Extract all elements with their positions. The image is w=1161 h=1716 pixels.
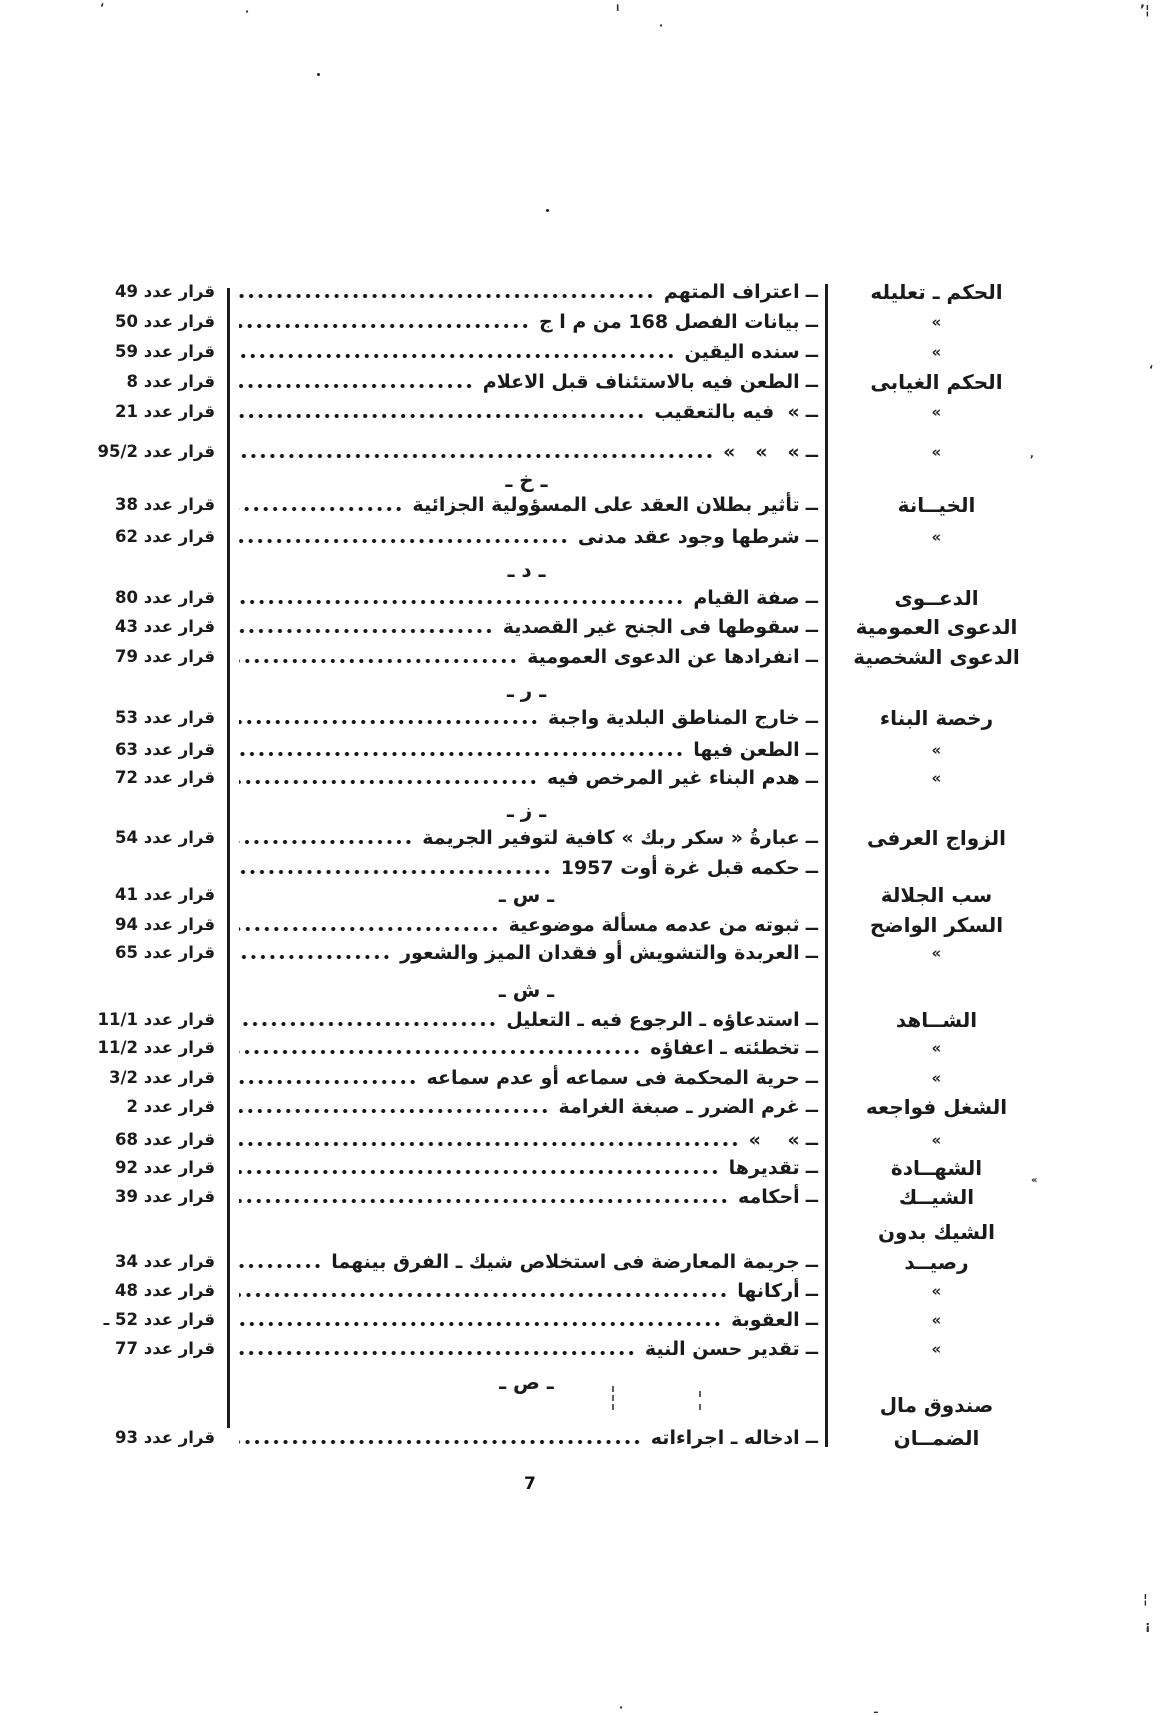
subject-heading: رصيــد [904,1250,969,1274]
entry-dash: ــ [805,827,818,848]
decision-number [60,795,229,825]
entry-text: » فيه بالتعقيب [654,401,800,423]
decision-number: قرار عدد 34 [115,1252,215,1271]
entry-text: » » [748,1129,800,1151]
decision-number: قرار عدد 38 [115,495,215,514]
subject-heading: الحكم الغيابى [870,370,1003,394]
index-row [60,735,1045,765]
dotted-leader [239,751,684,757]
dotted-leader [239,839,413,845]
entry-cell [229,795,828,825]
letter-separator: ـ د ـ [507,558,546,582]
entry-cell [229,938,828,968]
entry-dash: ــ [805,1037,818,1058]
entry-dash: ــ [805,1427,818,1448]
index-row [60,1153,1045,1183]
index-row [60,823,1045,853]
subject-heading: » [931,1131,942,1149]
subject-heading: » [931,1340,942,1358]
dotted-leader [239,658,518,664]
dotted-leader [239,926,500,932]
subject-heading: » [931,769,942,787]
subject-heading: السكر الواضح [869,913,1004,937]
subject-heading: رخصة البناء [879,706,994,730]
index-table [60,277,1045,1453]
entry-cell [229,1334,828,1364]
dotted-leader [239,453,714,459]
subject-heading: الشــاهد [895,1008,978,1032]
dotted-leader [239,1021,497,1027]
dotted-leader [239,383,474,389]
entry-dash: ــ [805,587,818,608]
entry-dash: ــ [805,311,818,332]
subject-heading: الشهــادة [890,1156,983,1180]
dotted-leader [239,413,645,419]
entry-cell [229,1063,828,1093]
entry-cell [229,853,828,883]
subject-heading: سب الجلالة [880,883,993,907]
entry-cell [229,1276,828,1306]
entry-dash: ــ [805,914,818,935]
entry-text: سقوطها فى الجنح غير القصدية [502,616,800,638]
decision-number: قرار عدد 65 [115,943,215,962]
scan-noise: ¦ʼ [1140,3,1150,18]
entry-text: هدم البناء غير المرخص فيه [547,767,800,789]
decision-number [60,853,229,883]
entry-text: تأثير بطلان العقد على المسؤولية الجزائية [412,494,800,516]
entry-cell [229,763,828,793]
subject-heading: الشغل فواجعه [865,1095,1008,1119]
index-row [60,522,1045,552]
entry-cell [229,277,828,307]
index-row [60,1247,1045,1277]
subject-heading: » [931,944,942,962]
entry-cell [229,1092,828,1122]
dotted-leader [239,323,530,329]
entry-dash: ــ [805,371,818,392]
entry-text: العربدة والتشويش أو فقدان الميز والشعور [400,942,800,964]
decision-number: قرار عدد 52 ـ [103,1310,215,1329]
entry-cell [229,1217,828,1247]
entry-text: أحكامه [738,1186,800,1208]
entry-text: اعتراف المتهم [663,281,800,303]
index-row [60,880,1045,910]
entry-cell [229,735,828,765]
entry-cell [229,583,828,613]
entry-dash: ــ [805,707,818,728]
index-row [60,938,1045,968]
entry-cell [229,522,828,552]
entry-dash: ــ [805,1186,818,1207]
entry-cell [229,1153,828,1183]
entry-dash: ــ [805,1309,818,1330]
entry-text: » » » [723,441,800,463]
index-row [60,642,1045,672]
index-row [60,1276,1045,1306]
subject-heading: » [931,1311,942,1329]
entry-dash: ــ [805,1067,818,1088]
letter-separator: ـ ش ـ [498,978,555,1002]
letter-separator-row [60,555,1045,585]
subject-heading: » [931,443,942,461]
decision-number: قرار عدد 80 [115,588,215,607]
subject-heading: » [931,1039,942,1057]
index-row [60,490,1045,520]
subject-heading: الدعوى العمومية [855,615,1018,639]
decision-number: قرار عدد 92 [115,1158,215,1177]
subject-heading: الحكم ـ تعليله [870,280,1003,304]
entry-text: تقدير حسن النية [644,1338,800,1360]
entry-cell [229,367,828,397]
entry-dash: ــ [805,767,818,788]
entry-text: انفرادها عن الدعوى العمومية [527,646,800,668]
subject-heading: الزواج العرفى [867,826,1006,850]
index-row [60,1305,1045,1335]
letter-separator: ـ س ـ [498,883,555,907]
decision-number: قرار عدد 77 [115,1339,215,1358]
subject-heading: صندوق مال [879,1393,994,1417]
entry-cell [229,1305,828,1335]
dotted-leader [239,1108,550,1114]
index-row [60,437,1045,467]
scan-noise [699,1391,701,1410]
subject-heading: » [931,313,942,331]
dotted-leader [239,353,676,359]
decision-number: قرار عدد 63 [115,740,215,759]
entry-cell [229,1423,828,1453]
decision-number: قرار عدد 95/2 [97,442,215,461]
decision-number [60,1217,229,1247]
entry-dash: ــ [805,1251,818,1272]
letter-separator-row [60,795,1045,825]
scan-noise: ¦ [1143,1592,1148,1607]
entry-cell [229,1247,828,1277]
entry-cell [229,612,828,642]
entry-cell [229,823,828,853]
index-row [60,367,1045,397]
dotted-leader [239,1141,740,1147]
index-row [60,1092,1045,1122]
index-row [60,1033,1045,1063]
entry-text: غرم الضرر ـ صبغة الغرامة [558,1096,800,1118]
entry-dash: ــ [805,341,818,362]
entry-cell [229,703,828,733]
dotted-leader [239,719,539,725]
index-row [60,703,1045,733]
index-row [60,1182,1045,1212]
entry-text: عبارةُ « سكر ربك » كافية لتوفير الجريمة [422,827,800,849]
decision-number: قرار عدد 2 [126,1097,215,1116]
entry-cell [229,337,828,367]
entry-cell [229,1390,828,1420]
entry-text: استدعاؤه ـ الرجوع فيه ـ التعليل [506,1009,800,1031]
subject-heading: » [931,741,942,759]
entry-text: حكمه قبل غرة أوت 1957 [560,857,800,879]
scan-noise: · [245,5,250,18]
scan-noise: · [619,1701,624,1714]
entry-dash: ــ [805,281,818,302]
dotted-leader [239,1439,642,1445]
entry-dash: ــ [805,401,818,422]
decision-number: قرار عدد 93 [115,1428,215,1447]
entry-text: تخطئته ـ اعفاؤه [650,1037,800,1059]
entry-text: أركانها [737,1280,800,1302]
entry-dash: ــ [805,494,818,515]
decision-number: قرار عدد 62 [115,527,215,546]
decision-number: قرار عدد 79 [115,647,215,666]
dotted-leader [239,1292,728,1298]
scan-noise [546,209,549,212]
subject-heading: » [931,528,942,546]
entry-cell [229,1125,828,1155]
entry-cell [229,307,828,337]
subject-heading [828,555,1045,585]
entry-cell [229,1182,828,1212]
entry-dash: ــ [805,1009,818,1030]
index-row [60,277,1045,307]
index-row [60,612,1045,642]
entry-cell [229,880,828,910]
dotted-leader [239,538,569,544]
index-row [60,397,1045,427]
dotted-leader [239,1049,641,1055]
entry-text: حرية المحكمة فى سماعه أو عدم سماعه [426,1067,800,1089]
decision-number: قرار عدد 53 [115,708,215,727]
dotted-leader [239,954,391,960]
letter-separator: ـ ز ـ [506,798,547,822]
index-row [60,1063,1045,1093]
decision-number [60,975,229,1005]
entry-dash: ــ [805,857,818,878]
entry-dash: ــ [805,441,818,462]
subject-heading: الشيك بدون [877,1220,996,1244]
entry-cell [229,1033,828,1063]
scan-noise [612,1386,614,1410]
dotted-leader [239,506,403,512]
entry-cell [229,975,828,1005]
decision-number: قرار عدد 49 [115,282,215,301]
entry-text: جريمة المعارضة فى استخلاص شيك ـ الفرق بينهما [331,1251,800,1273]
index-row [60,1334,1045,1364]
index-row [60,583,1045,613]
scan-noise: ¡ [1145,1619,1151,1633]
scan-noise: ʻ [100,1,105,14]
index-row [60,853,1045,883]
entry-cell [229,1005,828,1035]
decision-number: قرار عدد 50 [115,312,215,331]
subject-heading [828,975,1045,1005]
entry-text: خارج المناطق البلدية واجبة [548,707,800,729]
dotted-leader [239,1350,636,1356]
dotted-leader [239,1321,722,1327]
scan-noise: · [659,19,664,32]
decision-number: قرار عدد 21 [115,402,215,421]
entry-cell [229,642,828,672]
entry-dash: ــ [805,942,818,963]
index-row [60,910,1045,940]
index-row [60,307,1045,337]
index-row [60,1125,1045,1155]
index-row [60,1423,1045,1453]
dotted-leader [239,628,494,634]
dotted-leader [239,1263,322,1269]
dotted-leader [239,1079,417,1085]
decision-number: قرار عدد 41 [115,885,215,904]
entry-dash: ــ [805,646,818,667]
index-row [60,763,1045,793]
entry-cell [229,555,828,585]
decision-number [60,555,229,585]
entry-text: ثبوته من عدمه مسألة موضوعية [508,914,800,936]
dotted-leader [239,1169,720,1175]
index-row [60,1217,1045,1247]
index-row [60,1390,1045,1420]
entry-dash: ــ [805,526,818,547]
subject-heading: الضمــان [893,1426,980,1450]
entry-dash: ــ [805,1129,818,1150]
dotted-leader [239,599,684,605]
subject-heading [828,795,1045,825]
scan-noise: ʻ [1149,363,1154,376]
decision-number: قرار عدد 43 [115,617,215,636]
entry-dash: ــ [805,1157,818,1178]
entry-text: ادخاله ـ اجراءاته [650,1427,800,1449]
dotted-leader [239,779,538,785]
decision-number: قرار عدد 11/2 [97,1038,215,1057]
page-number: 7 [524,1474,536,1494]
entry-dash: ــ [805,739,818,760]
letter-separator-row [60,675,1045,705]
decision-number: قرار عدد 3/2 [109,1068,215,1087]
decision-number: قرار عدد 59 [115,342,215,361]
decision-number [60,1390,229,1420]
entry-dash: ــ [805,1096,818,1117]
decision-number: قرار عدد 68 [115,1130,215,1149]
entry-cell [229,675,828,705]
entry-text: الطعن فيه بالاستئناف قبل الاعلام [482,371,800,393]
letter-separator: ـ ر ـ [506,678,547,702]
scan-noise: , [1030,449,1034,460]
index-row [60,1005,1045,1035]
entry-cell [229,490,828,520]
entry-dash: ــ [805,1280,818,1301]
letter-separator-row [60,975,1045,1005]
subject-heading: الشيــك [898,1185,975,1209]
entry-cell [229,397,828,427]
entry-text: العقوبة [731,1309,800,1331]
dotted-leader [239,293,655,299]
decision-number: قرار عدد 8 [126,372,215,391]
entry-text: شرطها وجود عقد مدنى [577,526,800,548]
subject-heading: » [931,343,942,361]
subject-heading [828,675,1045,705]
letter-separator: ـ خ ـ [505,468,548,492]
subject-heading: الدعوى الشخصية [853,645,1020,669]
subject-heading: » [931,1282,942,1300]
decision-number: قرار عدد 72 [115,768,215,787]
entry-dash: ــ [805,1338,818,1359]
entry-text: سنده اليقين [684,341,800,363]
entry-text: الطعن فيها [693,739,800,761]
decision-number: قرار عدد 39 [115,1187,215,1206]
decision-number: قرار عدد 94 [115,915,215,934]
subject-heading: » [931,1069,942,1087]
subject-heading: » [931,403,942,421]
entry-cell [229,910,828,940]
entry-text: بيانات الفصل 168 من م ا ج [538,311,800,333]
dotted-leader [239,1198,729,1204]
decision-number: قرار عدد 54 [115,828,215,847]
subject-heading: الدعــوى [894,586,979,610]
scan-noise: ـ [874,1703,878,1716]
letter-separator: ـ ص ـ [499,1370,554,1394]
decision-number: قرار عدد 48 [115,1281,215,1300]
decision-number [60,675,229,705]
subject-heading: الخيــانة [897,493,976,517]
entry-dash: ــ [805,616,818,637]
subject-heading [828,853,1045,883]
entry-text: تقديرها [728,1157,800,1179]
scan-noise: ׀ [616,3,620,13]
entry-cell [229,437,828,467]
entry-text: صفة القيام [693,587,800,609]
decision-number: قرار عدد 11/1 [97,1010,215,1029]
scan-noise: » [1031,1175,1038,1186]
scan-noise [317,73,320,76]
dotted-leader [239,869,552,875]
index-row [60,337,1045,367]
